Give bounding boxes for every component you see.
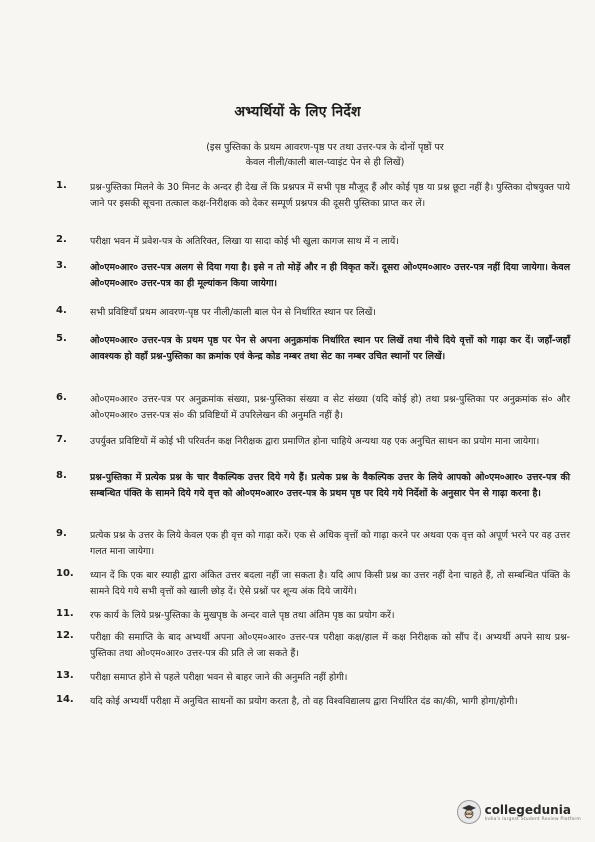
item-text: ओ०एम०आर० उत्तर-पत्र पर अनुक्रमांक संख्या, प्रश्न-पुस्तिका संख्या व सेट संख्या (यदि कोई हो) तथा प्रश्न-पुस्तिका पर अनुक्रमांक सं० और ओ०एम०आर० उत्तर-पत्र सं० की प्रविष्टियों में उपरिलेखन की अनुमति नहीं है।: [90, 394, 570, 421]
page-title: अभ्यर्थियों के लिए निर्देश: [234, 104, 361, 120]
page-subtitle: [90, 140, 560, 170]
item-text: ध्यान दें कि एक बार स्याही द्वारा अंकित उत्तर बदला नहीं जा सकता है। यदि आप किसी प्रश्न का उत्तर नहीं देना चाहते हैं, तो सम्बन्धित पंक्ति के सामने दिये गये सभी वृत्तों को खाली छोड़ दें। ऐसे प्रश्नों पर शून्य अंक दिये जायेंगे।: [90, 570, 570, 597]
item-number: 1.: [56, 180, 67, 191]
item-number: 2.: [56, 234, 67, 245]
item-number: 4.: [56, 305, 67, 316]
item-number: 13.: [56, 670, 74, 681]
item-number: 8.: [56, 470, 67, 481]
item-text: प्रत्येक प्रश्न के उत्तर के लिये केवल एक ही वृत्त को गाढ़ा करें। एक से अधिक वृत्तों को गाढ़ा करने पर अथवा एक वृत्त को अपूर्ण भरने पर वह उत्तर गलत माना जायेगा।: [90, 530, 570, 557]
item-text: यदि कोई अभ्यर्थी परीक्षा में अनुचित साधनों का प्रयोग करता है, तो वह विश्वविद्यालय द्वारा निर्धारित दंड का/की, भागी होगा/होगी।: [90, 696, 518, 707]
item-text: परीक्षा भवन में प्रवेश-पत्र के अतिरिक्त, लिखा या सादा कोई भी खुला कागज साथ में न लायें।: [90, 236, 399, 247]
item-text: ओ०एम०आर० उत्तर-पत्र के प्रथम पृष्ठ पर पेन से अपना अनुक्रमांक निर्धारित स्थान पर लिखें तथा नीचे दिये वृत्तों को गाढ़ा कर दें। जहाँ-जहाँ आवश्यक हो वहाँ प्रश्न-पुस्तिका का क्रमांक एवं केन्द्र कोड नम्बर तथा सेट का नम्बर उचित स्थानों पर लिखें।: [90, 335, 570, 362]
item-number: 3.: [56, 260, 67, 271]
item-text: रफ कार्य के लिये प्रश्न-पुस्तिका के मुखपृष्ठ के अन्दर वाले पृष्ठ तथा अंतिम पृष्ठ का प्रयोग करें।: [90, 610, 395, 621]
subtitle-line-2: केवल नीली/काली बाल-प्वाइंट पेन से ही लिखें): [245, 157, 405, 168]
item-text: प्रश्न-पुस्तिका मिलने के 30 मिनट के अन्दर ही देख लें कि प्रश्नपत्र में सभी पृष्ठ मौजूद हैं और कोई पृष्ठ या प्रश्न छूटा नहीं है। पुस्तिका दोषयुक्त पाये जाने पर इसकी सूचना तत्काल कक्ष-निरीक्षक को देकर सम्पूर्ण प्रश्नपत्र की दूसरी पुस्तिका प्राप्त कर लें।: [90, 182, 570, 209]
item-number: 9.: [56, 528, 67, 539]
brand-tagline: India's largest Student Review Platform: [484, 816, 581, 822]
item-number: 7.: [56, 434, 67, 445]
item-number: 10.: [56, 568, 74, 579]
item-text: परीक्षा समाप्त होने से पहले परीक्षा भवन से बाहर जाने की अनुमति नहीं होगी।: [90, 672, 348, 683]
brand-name: collegedunia: [484, 802, 571, 817]
item-text: प्रश्न-पुस्तिका में प्रत्येक प्रश्न के चार वैकल्पिक उत्तर दिये गये हैं। प्रत्येक प्रश्न के वैकल्पिक उत्तर के लिये आपको ओ०एम०आर० उत्तर-पत्र की सम्बन्धित पंक्ति के सामने दिये गये वृत्त को ओ०एम०आर० उत्तर-पत्र के प्रथम पृष्ठ पर दिये गये निर्देशों के अनुसार पेन से गाढ़ा करना है।: [90, 472, 570, 499]
item-text: उपर्युक्त प्रविष्टियों में कोई भी परिवर्तन कक्ष निरीक्षक द्वारा प्रमाणित होना चाहिये अन्यथा यह एक अनुचित साधन का प्रयोग माना जायेगा।: [90, 436, 540, 447]
item-text: ओ०एम०आर० उत्तर-पत्र अलग से दिया गया है। इसे न तो मोड़ें और न ही विकृत करें। दूसरा ओ०एम०आर० उत्तर-पत्र नहीं दिया जायेगा। केवल ओ०एम०आर० उत्तर-पत्र का ही मूल्यांकन किया जायेगा।: [90, 262, 570, 289]
item-number: 6.: [56, 392, 67, 403]
item-number: 5.: [56, 333, 67, 344]
subtitle-line-1: (इस पुस्तिका के प्रथम आवरण-पृष्ठ पर तथा उत्तर-पत्र के दोनों पृष्ठों पर: [206, 142, 444, 153]
item-text: सभी प्रविष्टियाँ प्रथम आवरण-पृष्ठ पर नीली/काली बाल पेन से निर्धारित स्थान पर लिखें।: [90, 307, 376, 318]
collegedunia-watermark: [457, 800, 581, 824]
item-number: 12.: [56, 630, 74, 641]
item-text: परीक्षा की समाप्ति के बाद अभ्यर्थी अपना ओ०एम०आर० उत्तर-पत्र परीक्षा कक्ष/हाल में कक्ष निरीक्षक को सौंप दें। अभ्यर्थी अपने साथ प्रश्न-पुस्तिका तथा ओ०एम०आर० उत्तर-पत्र की प्रति ले जा सकते हैं।: [90, 632, 570, 659]
item-number: 14.: [56, 694, 74, 705]
graduate-face-icon: [457, 800, 481, 824]
item-number: 11.: [56, 608, 74, 619]
